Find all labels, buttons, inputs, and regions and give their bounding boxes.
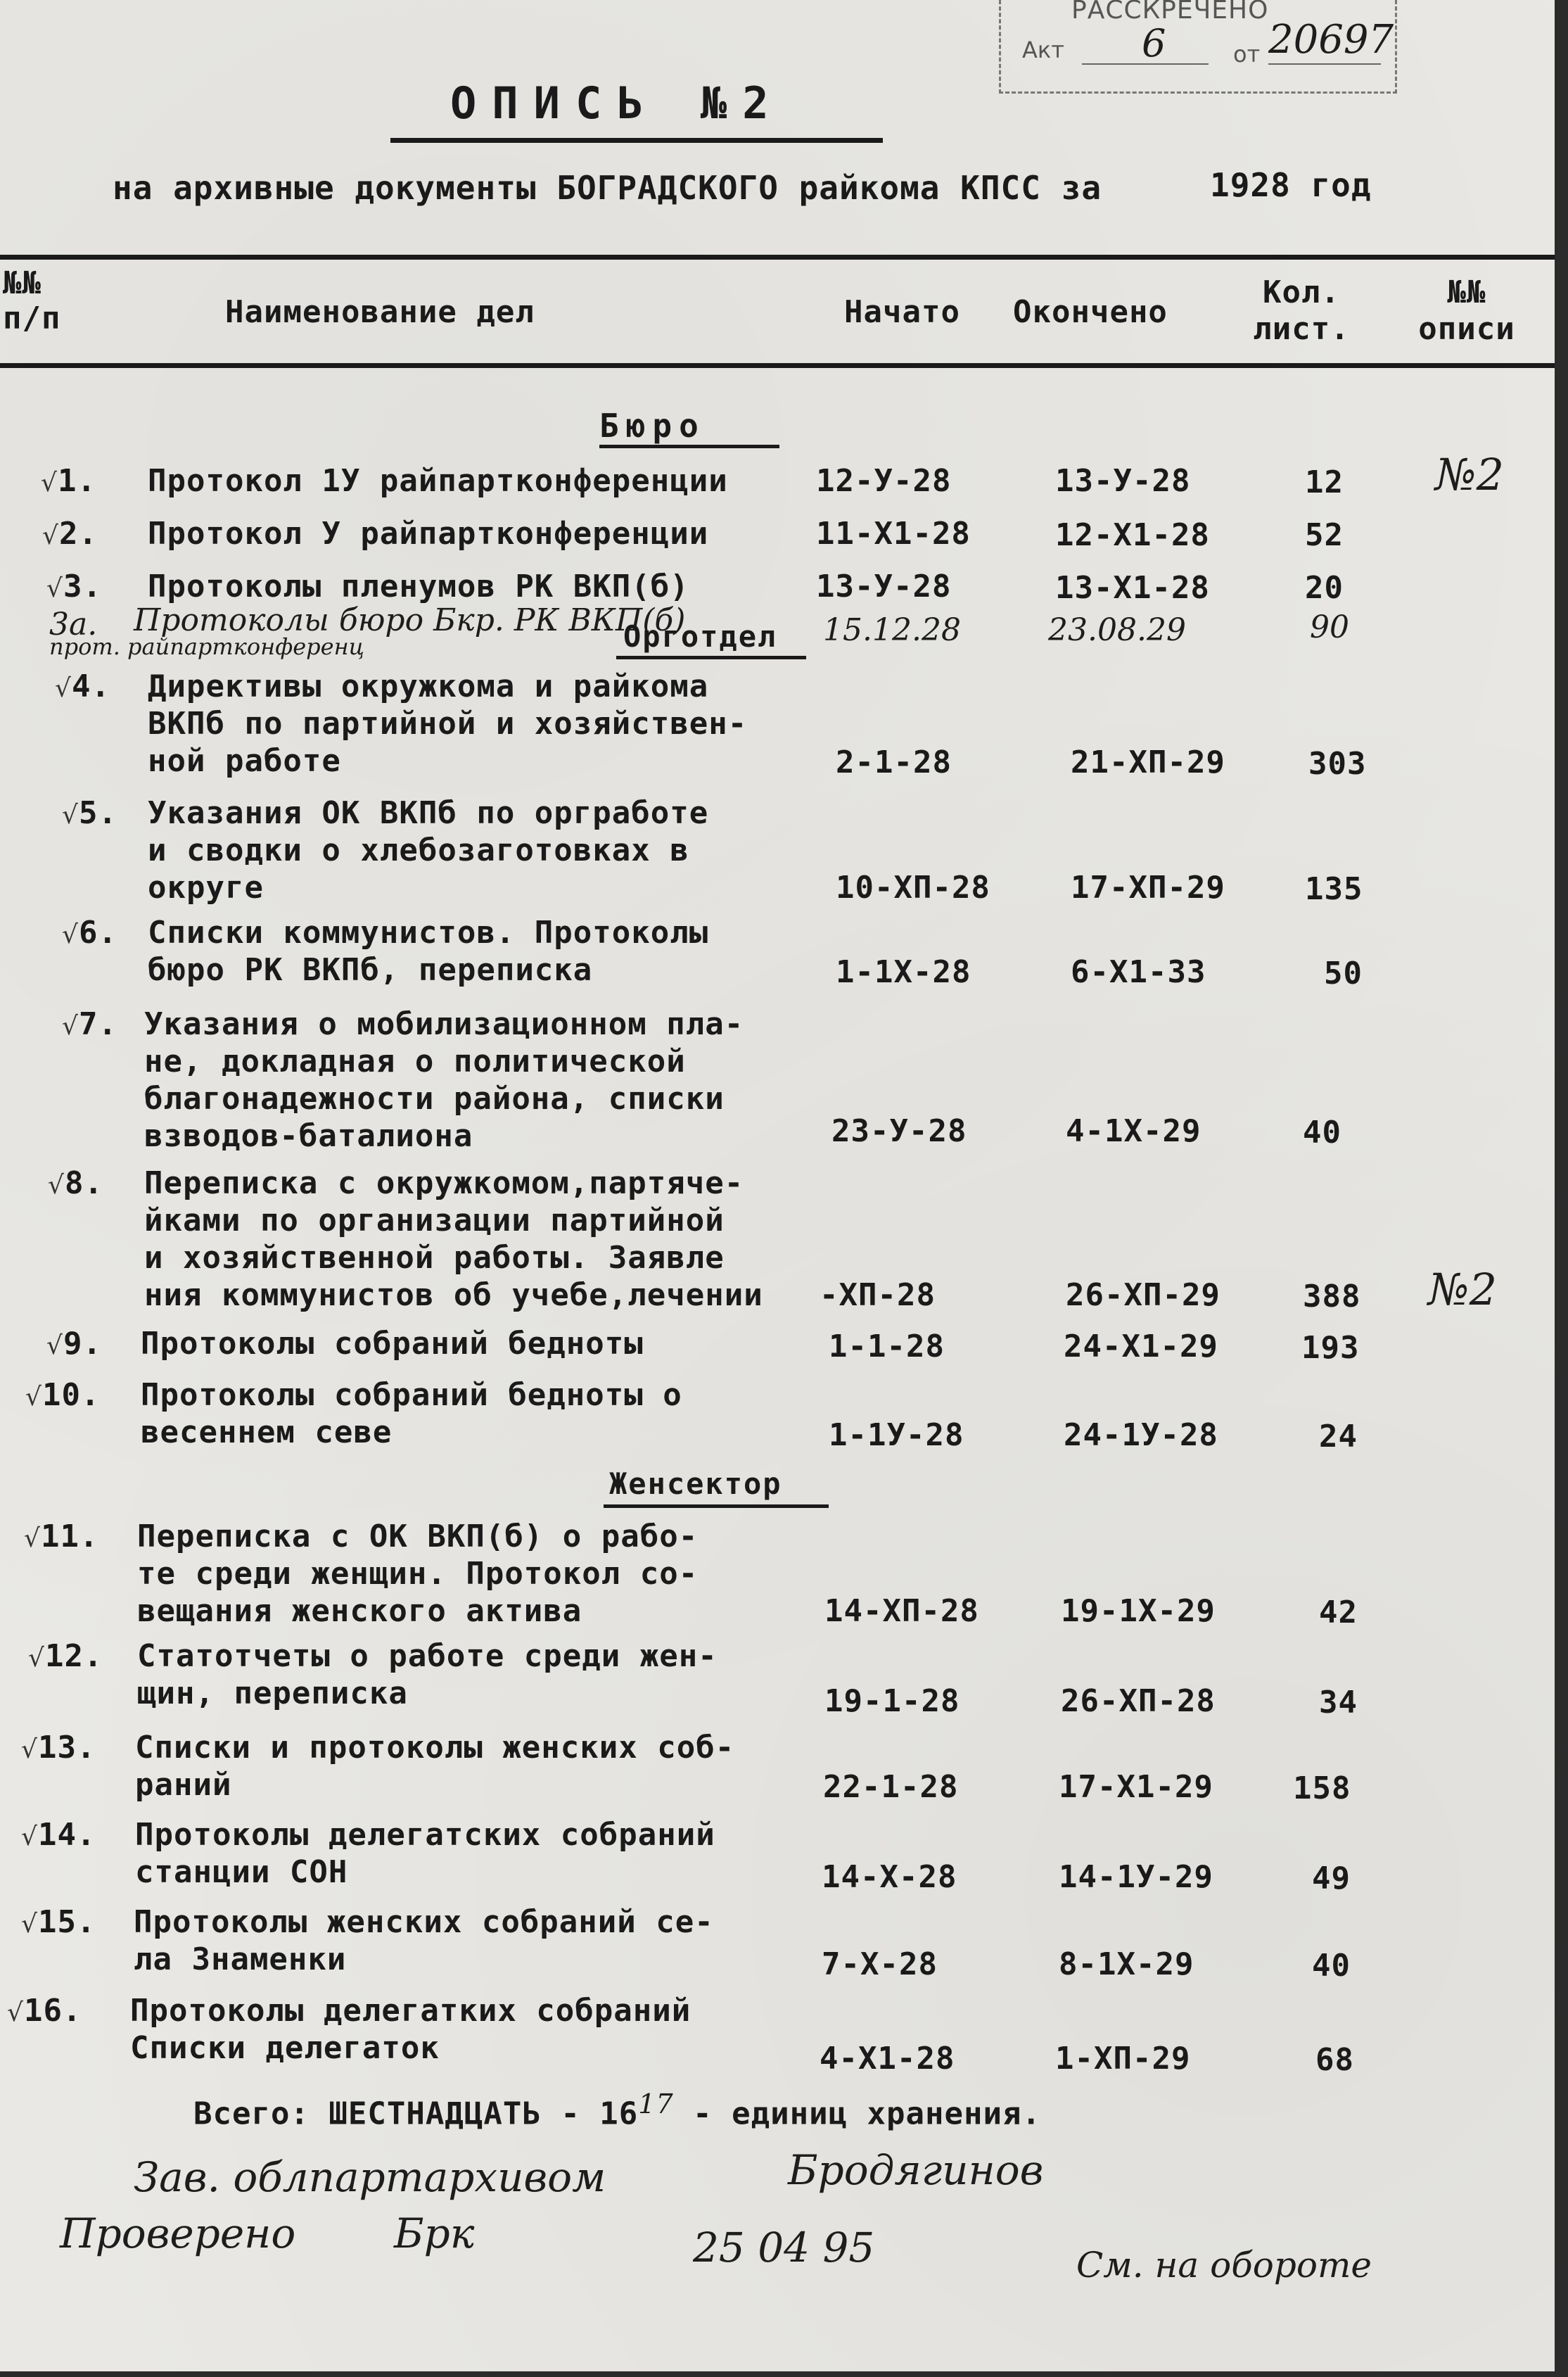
- section-title: Бюро: [599, 407, 706, 445]
- table-row: [21, 1904, 96, 1940]
- row-start-date: 23-У-28: [831, 1113, 967, 1149]
- check-mark-icon: √: [62, 1012, 79, 1041]
- row-title-line: Протоколы собраний бедноты о: [141, 1377, 682, 1413]
- check-mark-icon: √: [62, 801, 79, 830]
- row-start-date: -ХП-28: [820, 1277, 936, 1313]
- row-sheet-count: 49: [1312, 1861, 1351, 1896]
- row-number: 9.: [63, 1326, 102, 1362]
- row-title-line: Указания о мобилизационном пла-: [144, 1006, 744, 1042]
- stamp-underline: [1082, 63, 1209, 65]
- table-row: [42, 516, 98, 552]
- row-number: 1.: [57, 463, 96, 499]
- row-sheet-count: 40: [1303, 1115, 1341, 1151]
- row-title-line: Переписка с окружкомом,партяче-: [144, 1165, 744, 1201]
- row-sheet-count: 158: [1293, 1770, 1351, 1806]
- section-underline: [599, 445, 779, 448]
- table-row: [24, 1519, 98, 1554]
- row-start-date: 13-У-28: [816, 569, 952, 604]
- row-number: 4.: [71, 668, 110, 704]
- row-title-line: Протоколы делегатких собраний: [130, 1993, 691, 2029]
- row-title-line: вещания женского актива: [137, 1593, 582, 1629]
- row-end-date: 24-Х1-29: [1064, 1329, 1218, 1364]
- row-start-date: 14-ХП-28: [824, 1593, 979, 1629]
- stamp-text: РАССКРЕЧЕНО: [1071, 0, 1269, 25]
- section-title: Женсектор: [609, 1466, 782, 1501]
- row-sheet-count: 12: [1305, 464, 1344, 500]
- row-sheet-count: 135: [1305, 871, 1363, 907]
- handwritten-row-end-date: 23.08.29: [1048, 612, 1186, 648]
- row-end-date: 8-1Х-29: [1059, 1946, 1194, 1982]
- check-mark-icon: √: [7, 1998, 24, 2027]
- table-row: [55, 668, 110, 704]
- row-start-date: 22-1-28: [823, 1769, 959, 1805]
- check-mark-icon: √: [21, 1910, 38, 1939]
- stamp-underline: [1268, 63, 1381, 65]
- handwritten-row-number: 3а.: [49, 607, 98, 642]
- row-number: 6.: [78, 915, 117, 951]
- checked-label: Проверено: [60, 2210, 296, 2257]
- row-end-date: 4-1Х-29: [1066, 1113, 1202, 1149]
- header-rule-bottom: [0, 363, 1555, 368]
- stamp-act-number: 6: [1142, 21, 1166, 65]
- header-name: Наименование дел: [225, 294, 535, 330]
- row-sheet-count: 303: [1308, 746, 1367, 782]
- row-title-line: и хозяйственной работы. Заявле: [144, 1240, 725, 1276]
- row-title-line: и сводки о хлебозаготовках в: [148, 832, 689, 868]
- signature-date: 25 04 95: [693, 2224, 875, 2271]
- check-mark-icon: √: [62, 920, 79, 949]
- handwritten-row-start-date: 15.12.28: [823, 612, 961, 648]
- section-underline: [604, 1504, 829, 1508]
- table-row: [62, 795, 117, 831]
- row-title-line: щин, переписка: [137, 1675, 408, 1711]
- row-number: 11.: [40, 1519, 99, 1554]
- row-title-line: Переписка с ОК ВКП(б) о рабо-: [137, 1519, 699, 1554]
- row-start-date: 14-Х-28: [822, 1859, 957, 1895]
- section-underline: [616, 656, 806, 659]
- row-title-line: ла Знаменки: [134, 1941, 347, 1977]
- header-end: Окончено: [1013, 294, 1168, 330]
- stamp-date: 20697: [1268, 17, 1394, 63]
- row-title-line: округе: [148, 870, 264, 906]
- row-title-line: Директивы окружкома и райкома: [148, 668, 709, 704]
- table-row: [46, 569, 102, 604]
- table-row: [41, 463, 96, 499]
- row-number: 8.: [64, 1165, 103, 1201]
- row-title-line: ной работе: [148, 743, 341, 779]
- row-number: 2.: [58, 516, 98, 552]
- row-end-date: 1-ХП-29: [1055, 2041, 1191, 2077]
- row-title: Протоколы собраний бедноты: [141, 1326, 644, 1362]
- row-start-date: 2-1-28: [836, 744, 952, 780]
- row-title-line: ВКПб по партийной и хозяйствен-: [148, 706, 748, 742]
- header-inventory: №№ описи: [1418, 274, 1515, 347]
- check-mark-icon: √: [42, 521, 59, 550]
- handwritten-row-subtitle: прот. райпартконференц: [49, 633, 364, 660]
- handwritten-row-sheet-count: 90: [1310, 609, 1349, 645]
- row-title-line: станции СОН: [135, 1854, 348, 1890]
- check-mark-icon: √: [21, 1823, 38, 1851]
- check-mark-icon: √: [21, 1735, 38, 1764]
- header-start: Начато: [844, 294, 960, 330]
- checker-initials: Брк: [394, 2210, 475, 2257]
- table-row: [62, 915, 117, 951]
- check-mark-icon: √: [55, 674, 72, 703]
- row-start-date: 1-1Х-28: [836, 954, 971, 990]
- row-number: 13.: [37, 1730, 96, 1766]
- row-sheet-count: 40: [1312, 1948, 1351, 1984]
- row-title-line: бюро РК ВКПб, переписка: [148, 952, 593, 988]
- table-row: [21, 1730, 96, 1766]
- header-number: №№ п/п: [3, 265, 61, 336]
- row-title-line: благонадежности района, списки: [144, 1081, 725, 1117]
- row-sheet-count: 50: [1324, 956, 1363, 991]
- row-title-line: Указания ОК ВКПб по оргработе: [148, 795, 709, 831]
- table-row: [46, 1326, 102, 1362]
- row-sheet-count: 193: [1301, 1330, 1360, 1366]
- row-inventory-mark: №2: [1435, 449, 1505, 500]
- row-end-date: 26-ХП-29: [1066, 1277, 1220, 1313]
- row-end-date: 13-У-28: [1055, 463, 1191, 499]
- check-mark-icon: √: [46, 574, 63, 603]
- check-mark-icon: √: [48, 1171, 65, 1200]
- header-rule-top: [0, 255, 1555, 260]
- row-number: 5.: [78, 795, 117, 831]
- row-end-date: 26-ХП-28: [1061, 1683, 1216, 1719]
- row-title-line: Статотчеты о работе среди жен-: [137, 1638, 718, 1674]
- row-title-line: Протоколы делегатских собраний: [135, 1817, 715, 1853]
- row-end-date: 13-Х1-28: [1055, 570, 1210, 606]
- table-row: [25, 1377, 100, 1413]
- signature-title: Зав. облпартархивом: [134, 2153, 606, 2201]
- row-sheet-count: 68: [1315, 2042, 1354, 2078]
- check-mark-icon: √: [25, 1383, 42, 1412]
- row-title-line: взводов-баталиона: [144, 1118, 473, 1154]
- row-start-date: 19-1-28: [824, 1683, 960, 1719]
- row-start-date: 10-ХП-28: [836, 870, 990, 906]
- header-sheet-count: Кол. лист.: [1253, 274, 1350, 347]
- total-line: [193, 2088, 1041, 2132]
- check-mark-icon: √: [24, 1524, 41, 1553]
- row-number: 7.: [78, 1006, 117, 1042]
- row-sheet-count: 42: [1319, 1595, 1358, 1630]
- check-mark-icon: √: [41, 469, 58, 497]
- document-title: ОПИСЬ №2: [450, 77, 784, 129]
- row-title-line: Протоколы женских собраний се-: [134, 1904, 714, 1940]
- handwritten-row-title: Протоколы бюро Бкр. РК ВКП(б): [134, 602, 686, 638]
- row-start-date: 1-1-28: [829, 1329, 945, 1364]
- reverse-side-note: См. на обороте: [1076, 2245, 1372, 2286]
- row-end-date: 19-1Х-29: [1061, 1593, 1216, 1629]
- table-row: [28, 1638, 103, 1674]
- stamp-act-label: Акт: [1022, 37, 1064, 63]
- row-inventory-mark: №2: [1428, 1264, 1498, 1315]
- row-end-date: 6-Х1-33: [1071, 954, 1206, 990]
- row-sheet-count: 52: [1305, 517, 1344, 553]
- row-number: 14.: [37, 1817, 96, 1853]
- row-title: Протокол У райпартконференции: [148, 516, 709, 552]
- table-row: [48, 1165, 103, 1201]
- document-subtitle: на архивные документы БОГРАДСКОГО райкома КПСС за: [113, 169, 1102, 207]
- table-row: [21, 1817, 96, 1853]
- row-number: 15.: [37, 1904, 96, 1940]
- row-end-date: 14-1У-29: [1059, 1859, 1213, 1895]
- row-start-date: 7-Х-28: [822, 1946, 938, 1982]
- row-end-date: 24-1У-28: [1064, 1417, 1218, 1453]
- total-suffix: - единиц хранения.: [693, 2096, 1041, 2132]
- row-sheet-count: 24: [1319, 1419, 1358, 1454]
- row-title-line: весеннем севе: [141, 1414, 393, 1450]
- row-title-line: Списки делегаток: [130, 2030, 440, 2066]
- row-start-date: 4-Х1-28: [820, 2041, 955, 2077]
- table-row: [7, 1993, 82, 2029]
- row-start-date: 1-1У-28: [829, 1417, 964, 1453]
- signature-name: Бродягинов: [788, 2146, 1044, 2194]
- section-title: Орготдел: [623, 619, 777, 654]
- total-correction: 17: [638, 2088, 674, 2119]
- declassified-stamp: [999, 0, 1397, 94]
- row-title-line: йками по организации партийной: [144, 1203, 725, 1238]
- row-end-date: 17-Х1-29: [1059, 1769, 1213, 1805]
- row-sheet-count: 20: [1305, 570, 1344, 606]
- table-row: [62, 1006, 117, 1042]
- row-title-line: не, докладная о политической: [144, 1044, 686, 1079]
- row-number: 12.: [44, 1638, 103, 1674]
- row-title: Протоколы пленумов РК ВКП(б): [148, 569, 689, 604]
- row-title-line: Списки коммунистов. Протоколы: [148, 915, 709, 951]
- row-title: Протокол 1У райпартконференции: [148, 463, 728, 499]
- row-title-line: те среди женщин. Протокол со-: [137, 1556, 699, 1592]
- row-number: 3.: [63, 569, 102, 604]
- check-mark-icon: √: [46, 1331, 63, 1360]
- row-end-date: 17-ХП-29: [1071, 870, 1225, 906]
- row-title-line: ния коммунистов об учебе,лечении: [144, 1277, 763, 1313]
- row-start-date: 11-Х1-28: [816, 516, 971, 552]
- title-underline: [390, 138, 883, 143]
- row-number: 16.: [23, 1993, 82, 2029]
- row-end-date: 21-ХП-29: [1071, 744, 1225, 780]
- document-year: 1928 год: [1210, 166, 1372, 204]
- row-start-date: 12-У-28: [816, 463, 952, 499]
- row-sheet-count: 34: [1319, 1685, 1358, 1720]
- row-end-date: 12-Х1-28: [1055, 517, 1210, 553]
- check-mark-icon: √: [28, 1644, 45, 1673]
- row-title-line: раний: [135, 1767, 232, 1803]
- total-text: Всего: ШЕСТНАДЦАТЬ - 16: [193, 2096, 639, 2132]
- row-sheet-count: 388: [1303, 1279, 1361, 1314]
- row-number: 10.: [42, 1377, 101, 1413]
- row-title-line: Списки и протоколы женских соб-: [135, 1730, 735, 1766]
- stamp-date-label: от: [1233, 41, 1261, 68]
